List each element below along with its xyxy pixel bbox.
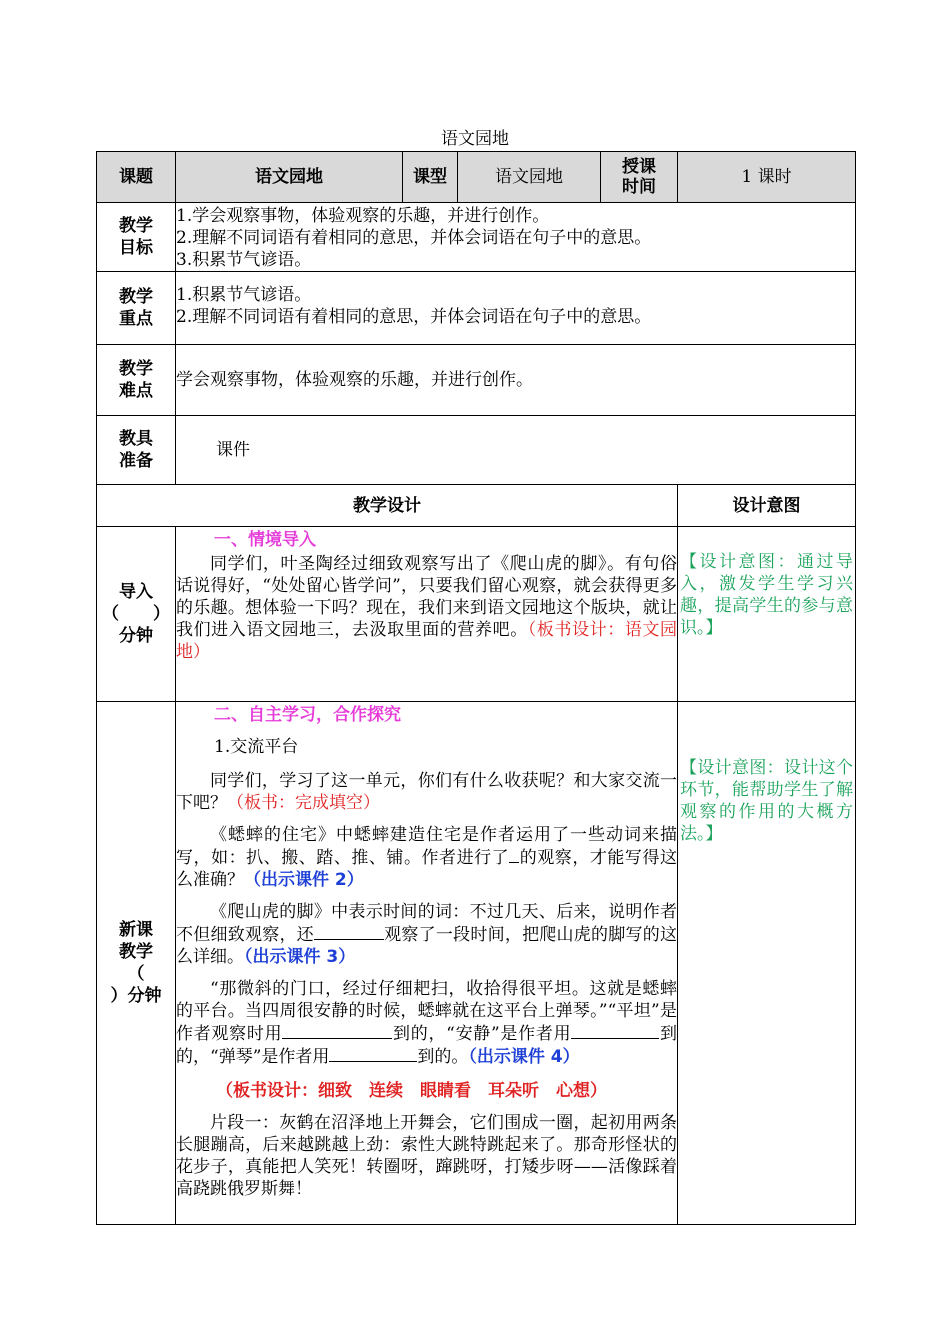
new-lesson-heading: 二、自主学习，合作探究	[214, 705, 401, 725]
goal-item: 2.理解不同词语有着相同的意思，并体会词语在句子中的意思。	[176, 228, 652, 248]
new-lesson-content	[176, 702, 678, 1225]
time-label: 授课时间	[601, 152, 678, 203]
goal-item: 1.学会观察事物，体验观察的乐趣，并进行创作。	[176, 206, 550, 226]
paragraph-5: 片段一：灰鹤在沼泽地上开舞会，它们围成一圈，起初用两条长腿蹦高，后来越跳越上劲：索性大跳特跳起来了。那奇形怪状的花步子，真能把人笑死！转圈呀，蹿跳呀，打矮步呀——活像踩着高跷跳俄罗斯舞！	[176, 1113, 677, 1199]
key-point-item: 2.理解不同词语有着相同的意思，并体会词语在句子中的意思。	[176, 307, 652, 327]
key-points-label: 教学重点	[97, 272, 176, 345]
blank	[509, 846, 519, 863]
difficulties-content: 学会观察事物，体验观察的乐趣，并进行创作。	[176, 345, 856, 416]
key-points-row	[97, 272, 856, 345]
header-row	[97, 152, 856, 203]
intro-row	[97, 527, 856, 702]
new-lesson-intent: 【设计意图：设计这个环节，能帮助学生了解观察的作用的大概方法。】	[680, 758, 854, 844]
design-header-right: 设计意图	[678, 485, 856, 527]
blank	[571, 1022, 659, 1039]
new-lesson-row	[97, 702, 856, 1225]
topic-value: 语文园地	[176, 152, 403, 203]
paragraph-3: 《爬山虎的脚》中表示时间的词：不过几天、后来，说明作者不但细致观察，还 观察了一段时间，把爬山虎的脚写的这么详细。（出示课件 3）	[176, 902, 678, 967]
intro-content	[176, 527, 678, 702]
paragraph-1: 同学们，学习了这一单元，你们有什么收获呢？和大家交流一下吧？（板书：完成填空）	[176, 771, 677, 813]
materials-row	[97, 416, 856, 485]
intro-label: 导入 （ ） 分钟	[97, 527, 176, 702]
board-design: （板书设计：细致 连续 眼睛看 耳朵听 心想）	[216, 1081, 607, 1101]
paragraph-2: 《蟋蟀的住宅》中蟋蟀建造住宅是作者运用了一些动词来描写，如：扒、搬、踏、推、铺。作者进行了 的观察，才能写得这么准确？（出示课件 2）	[176, 825, 678, 890]
lesson-plan-table	[96, 151, 856, 1225]
time-value: 1 课时	[678, 152, 856, 203]
courseware-2: （出示课件 2）	[244, 870, 364, 890]
key-points-content	[176, 272, 856, 345]
topic-label: 课题	[97, 152, 176, 203]
blank	[282, 1022, 392, 1039]
goals-row	[97, 203, 856, 272]
intro-heading: 一、情境导入	[214, 530, 316, 550]
blank	[314, 923, 384, 940]
courseware-3: （出示课件 3）	[244, 947, 356, 967]
courseware-4: （出示课件 4）	[468, 1047, 580, 1067]
design-header-left: 教学设计	[97, 485, 678, 527]
design-header-row	[97, 485, 856, 527]
document-title: 语文园地	[441, 129, 509, 149]
materials-content: 课件	[176, 416, 856, 485]
board-fill-blank: （板书：完成填空）	[227, 793, 380, 813]
difficulties-row	[97, 345, 856, 416]
key-point-item: 1.积累节气谚语。	[176, 285, 312, 305]
intro-intent-cell	[678, 527, 856, 702]
materials-label: 教具准备	[97, 416, 176, 485]
goal-item: 3.积累节气谚语。	[176, 250, 312, 270]
blank	[329, 1045, 417, 1062]
exchange-subheading: 1.交流平台	[214, 737, 299, 757]
intro-board: （板书设计：语文园地）	[176, 620, 678, 662]
goals-content	[176, 203, 856, 272]
new-lesson-label: 新课 教学 （ ）分钟	[97, 702, 176, 1225]
type-label: 课型	[403, 152, 458, 203]
new-lesson-intent-cell	[678, 702, 856, 1225]
intro-intent: 【设计意图：通过导入，激发学生学习兴趣，提高学生的参与意识。】	[680, 552, 854, 638]
intro-paragraph: 同学们，叶圣陶经过细致观察写出了《爬山虎的脚》。有句俗话说得好，“处处留心皆学问”，只要我们留心观察，就会获得更多的乐趣。想体验一下吗？现在，我们来到语文园地这个版块，就让我们进入语文园地三，去汲取里面的营养吧。（板书设计：语文园地）	[176, 554, 678, 662]
type-value: 语文园地	[458, 152, 601, 203]
difficulties-label: 教学难点	[97, 345, 176, 416]
paragraph-4: “那微斜的门口，经过仔细耙扫，收拾得很平坦。这就是蟋蟀的平台。当四周很安静的时候，蟋蟀就在这平台上弹琴。”“平坦”是作者观察时用 到的，“安静”是作者用 到的，“弹琴”是作者用 到的。（出示课件 4）	[176, 979, 678, 1067]
goals-label: 教学目标	[97, 203, 176, 272]
